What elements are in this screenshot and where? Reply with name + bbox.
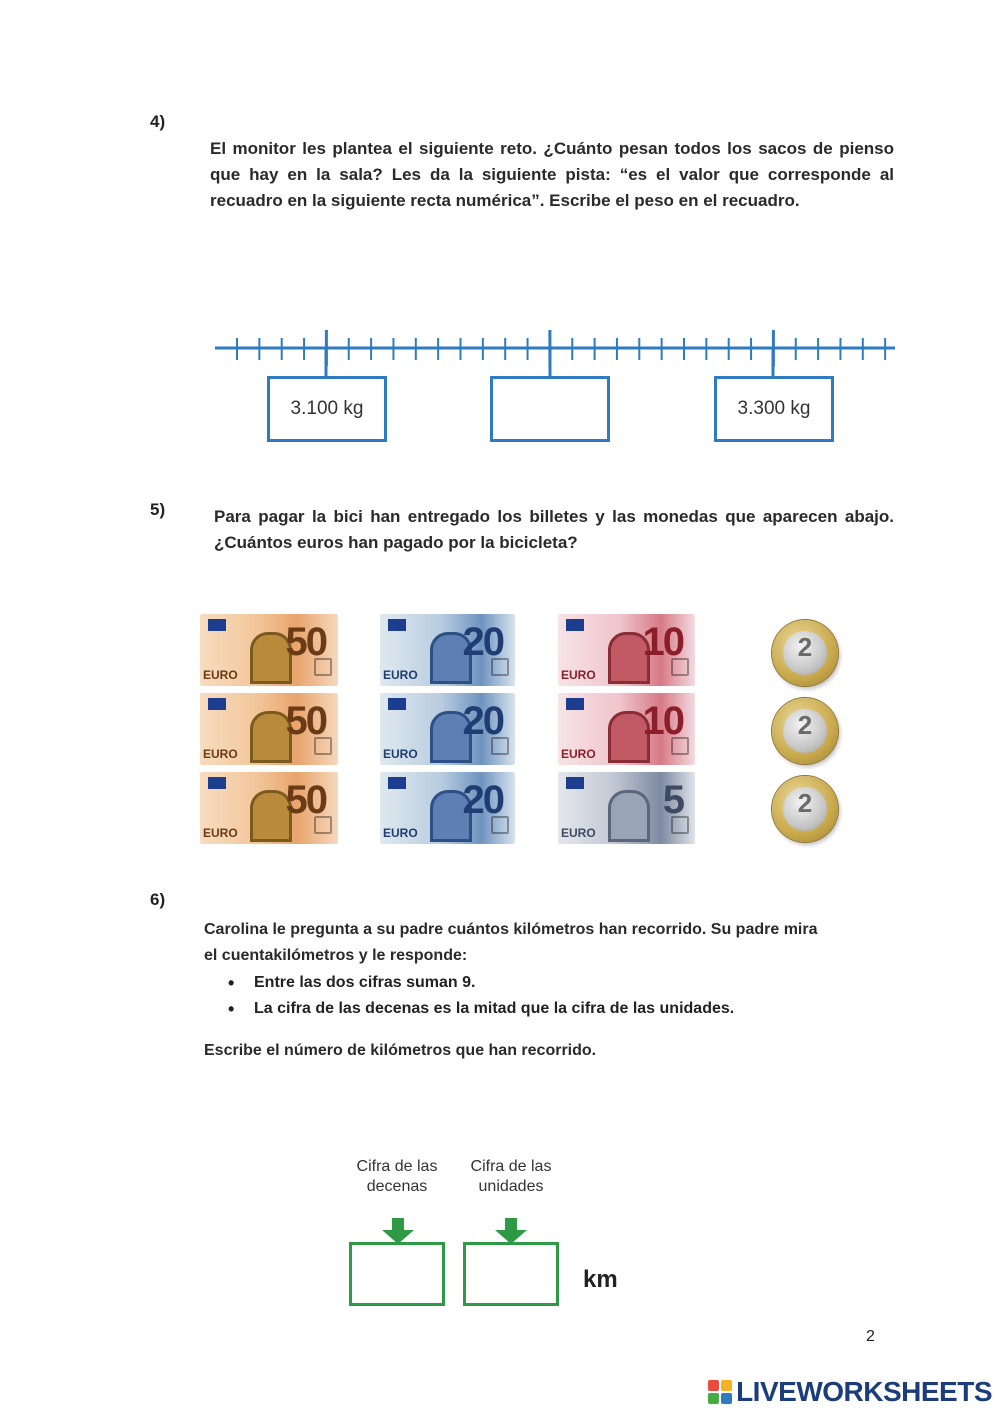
- brand-name: LIVEWORKSHEETS: [736, 1376, 992, 1407]
- bill-euro-label: EURO: [561, 826, 596, 840]
- number-line-connectors: [0, 348, 1000, 378]
- liveworksheets-logo: [708, 1376, 992, 1408]
- coin-2-euro: [772, 698, 838, 764]
- question-5-text: Para pagar la bici han entregado los billetes y las monedas que aparecen abajo. ¿Cuántos euros han pagado por la bicicleta?: [214, 507, 894, 552]
- down-arrow-icon: [491, 1218, 531, 1244]
- clue-item: • La cifra de las decenas es la mitad que la cifra de las unidades.: [204, 996, 844, 1022]
- bill-euro-label: EURO: [561, 747, 596, 761]
- question-6-clues: [204, 970, 844, 1022]
- coin-2-euro: [772, 620, 838, 686]
- bill-value: 20: [462, 778, 503, 822]
- bill-10-euro: [558, 614, 695, 686]
- bill-euro-label: EURO: [383, 747, 418, 761]
- coin-value: 2: [797, 788, 813, 818]
- weight-answer-input[interactable]: [497, 391, 607, 429]
- bill-20-euro: [380, 693, 515, 765]
- bill-20-euro: [380, 772, 515, 844]
- logo-mark-icon: [708, 1380, 732, 1404]
- question-4-number: 4): [150, 112, 166, 131]
- answer-box-tens[interactable]: [349, 1242, 445, 1306]
- question-6-instruction: Escribe el número de kilómetros que han recorrido.: [204, 1042, 597, 1059]
- bill-value: 50: [285, 699, 326, 743]
- answer-box-weight[interactable]: [490, 376, 610, 442]
- bill-value: 50: [285, 778, 326, 822]
- box-3300kg: [714, 376, 834, 442]
- coin-value: 2: [797, 710, 813, 740]
- bill-euro-label: EURO: [561, 668, 596, 682]
- box-left-label: 3.100 kg: [290, 398, 364, 419]
- bill-50-euro: [200, 614, 338, 686]
- bill-euro-label: EURO: [383, 668, 418, 682]
- label-tens-digit: Cifra de las decenas: [356, 1158, 438, 1195]
- coin-2-euro: [772, 776, 838, 842]
- bill-10-euro: [558, 693, 695, 765]
- coin-value: 2: [797, 632, 813, 662]
- question-4-text: El monitor les plantea el siguiente reto. ¿Cuánto pesan todos los sacos de pienso que hay en la sala? Les da la siguiente pista: “es el valor que corresponde al recuadro en la siguiente recta numérica”. Escribe el peso en el recuadro.: [210, 139, 894, 210]
- bill-euro-label: EURO: [383, 826, 418, 840]
- bill-value: 20: [462, 620, 503, 664]
- question-6-text: Carolina le pregunta a su padre cuántos kilómetros han recorrido. Su padre mira el cuentakilómetros y le responde:: [204, 921, 818, 964]
- tens-digit-input[interactable]: [356, 1257, 442, 1295]
- bill-value: 10: [642, 620, 683, 664]
- bill-20-euro: [380, 614, 515, 686]
- question-5-number: 5): [150, 500, 166, 519]
- question-6-number: 6): [150, 890, 166, 909]
- box-right-label: 3.300 kg: [737, 398, 811, 419]
- bill-5-euro: [558, 772, 695, 844]
- unit-km-label: km: [583, 1266, 618, 1293]
- label-units-digit: Cifra de las unidades: [470, 1158, 552, 1195]
- bill-euro-label: EURO: [203, 668, 238, 682]
- bill-50-euro: [200, 772, 338, 844]
- answer-box-units[interactable]: [463, 1242, 559, 1306]
- bill-50-euro: [200, 693, 338, 765]
- units-digit-input[interactable]: [470, 1257, 556, 1295]
- bill-euro-label: EURO: [203, 747, 238, 761]
- bill-value: 5: [662, 778, 683, 822]
- bill-value: 10: [642, 699, 683, 743]
- bill-value: 20: [462, 699, 503, 743]
- page-number: 2: [866, 1328, 875, 1345]
- bill-euro-label: EURO: [203, 826, 238, 840]
- bill-value: 50: [285, 620, 326, 664]
- down-arrow-icon: [378, 1218, 418, 1244]
- clue-item: • Entre las dos cifras suman 9.: [204, 970, 844, 996]
- box-3100kg: [267, 376, 387, 442]
